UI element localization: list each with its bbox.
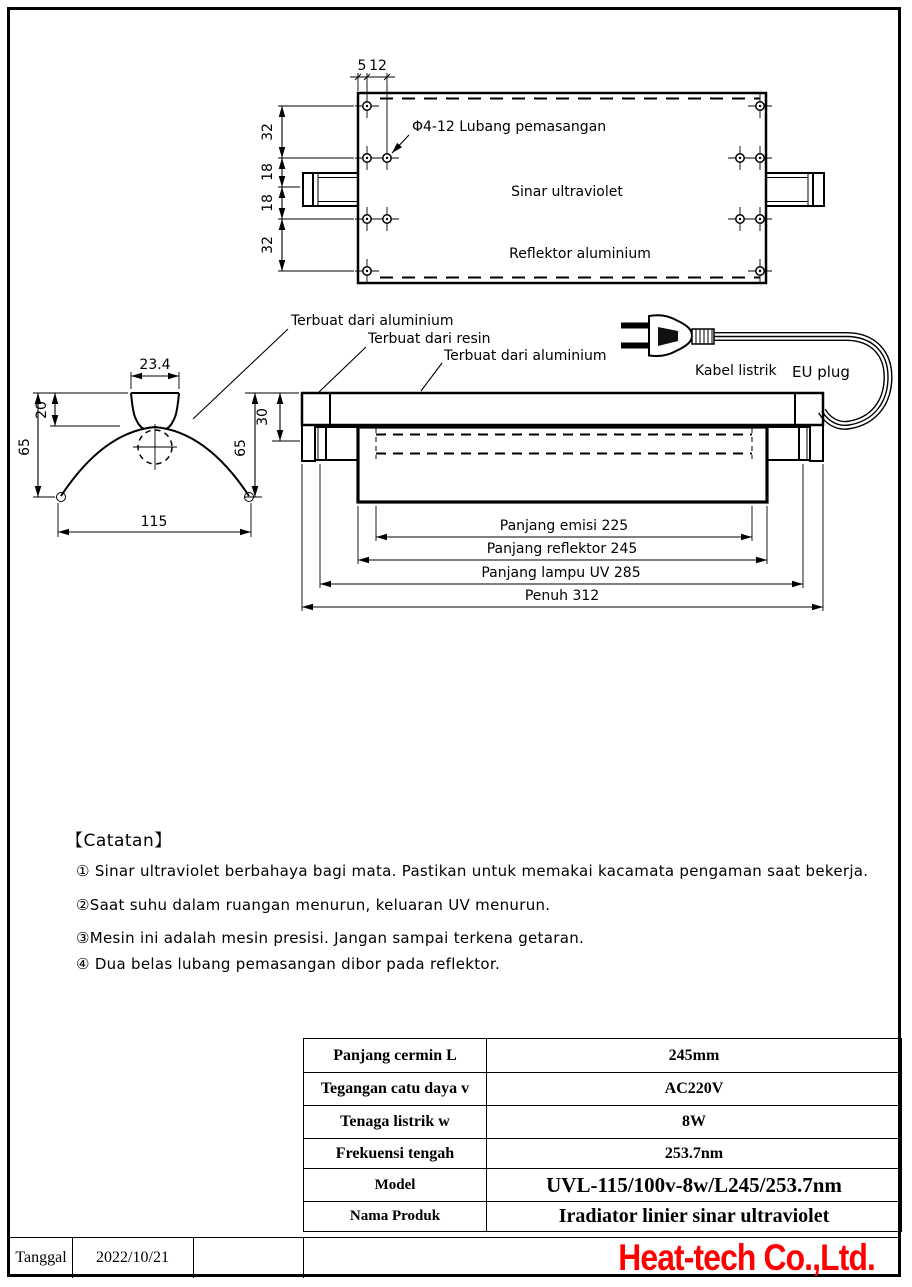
table-row — [304, 1106, 902, 1139]
svg-text:Penuh 312: Penuh 312 — [524, 588, 600, 604]
footer-cell-divider — [303, 1237, 304, 1278]
power-plug — [621, 315, 888, 425]
mounting-hole — [748, 259, 772, 283]
front-view — [302, 393, 823, 611]
dim-front-height: 65 — [233, 439, 249, 457]
notes-title: 【Catatan】 — [66, 831, 172, 851]
date-label: Tanggal — [15, 1248, 67, 1266]
top-view — [260, 58, 824, 283]
dim-18-lower: 18 — [260, 194, 276, 212]
svg-text:Panjang reflektor 245: Panjang reflektor 245 — [486, 541, 638, 557]
spec-value: 253.7nm — [487, 1139, 902, 1169]
note-item-2: ②Saat suhu dalam ruangan menurun, keluaran UV menurun. — [76, 896, 551, 914]
table-row — [304, 1139, 902, 1169]
note-item-4: ④ Dua belas lubang pemasangan dibor pada reflektor. — [76, 955, 501, 973]
spec-label: Model — [304, 1169, 487, 1202]
notes-section — [66, 826, 869, 973]
dim-cap-width: 23.4 — [139, 357, 171, 373]
lamp-end-right — [766, 173, 824, 206]
spec-label: Nama Produk — [304, 1202, 487, 1232]
svg-text:Panjang emisi 225: Panjang emisi 225 — [499, 518, 629, 534]
mounting-hole — [375, 207, 399, 231]
footer-cell-divider — [193, 1237, 194, 1278]
spec-value: 8W — [487, 1106, 902, 1139]
mounting-hole — [748, 146, 772, 170]
mounting-hole — [748, 94, 772, 118]
cable-label: Kabel listrik — [695, 363, 777, 379]
dim-end-height: 65 — [17, 438, 33, 456]
table-row — [304, 1039, 902, 1073]
dim-cap-height: 20 — [34, 401, 50, 419]
lamp-end-left — [303, 173, 358, 206]
spec-value: 245mm — [487, 1039, 902, 1073]
spec-value-product-name: Iradiator linier sinar ultraviolet — [487, 1202, 902, 1232]
eu-plug-label: EU plug — [792, 363, 850, 381]
material-label-aluminium-reflector: Terbuat dari aluminium — [291, 313, 454, 329]
company-logo: Heat-tech Co.,Ltd. — [618, 1237, 875, 1278]
dim-18-upper: 18 — [260, 163, 276, 181]
spec-label: Tenaga listrik w — [304, 1106, 487, 1139]
spec-label: Panjang cermin L — [304, 1039, 487, 1073]
spec-table — [303, 1038, 902, 1232]
dim-hole-rows — [260, 106, 354, 271]
spec-label: Tegangan catu daya v — [304, 1073, 487, 1106]
uv-light-label: Sinar ultraviolet — [511, 184, 623, 200]
spec-value: AC220V — [487, 1073, 902, 1106]
dim-32-top: 32 — [260, 123, 276, 141]
date-value: 2022/10/21 — [96, 1248, 169, 1266]
dim-front-top-height: 30 — [255, 408, 271, 426]
dim-reflector-length — [358, 506, 767, 564]
dim-emission-length — [376, 506, 752, 541]
note-item-3: ③Mesin ini adalah mesin presisi. Jangan sampai terkena getaran. — [76, 929, 585, 947]
svg-text:Panjang lampu UV 285: Panjang lampu UV 285 — [481, 565, 641, 581]
reflector-label: Reflektor aluminium — [509, 246, 651, 262]
dim-32-bottom: 32 — [260, 236, 276, 254]
table-row — [304, 1073, 902, 1106]
material-label-resin: Terbuat dari resin — [368, 331, 491, 347]
end-view — [17, 357, 254, 537]
plug-strain-relief — [692, 329, 714, 344]
table-row — [304, 1169, 902, 1202]
spec-value-model: UVL-115/100v-8w/L245/253.7nm — [487, 1169, 902, 1202]
front-view-height-dims — [233, 393, 300, 497]
dim-5: 5 — [357, 58, 367, 74]
reflector-body — [358, 427, 767, 502]
note-item-1: ① Sinar ultraviolet berbahaya bagi mata. Pastikan untuk memakai kacamata pengaman saat bekerja. — [76, 862, 869, 880]
mounting-holes-label: Φ4-12 Lubang pemasangan — [412, 119, 607, 135]
spec-label: Frekuensi tengah — [304, 1139, 487, 1169]
material-label-aluminium-housing: Terbuat dari aluminium — [444, 348, 607, 364]
dim-end-width: 115 — [140, 514, 168, 530]
dim-12: 12 — [369, 58, 387, 74]
mounting-hole — [748, 207, 772, 231]
table-row — [304, 1202, 902, 1232]
